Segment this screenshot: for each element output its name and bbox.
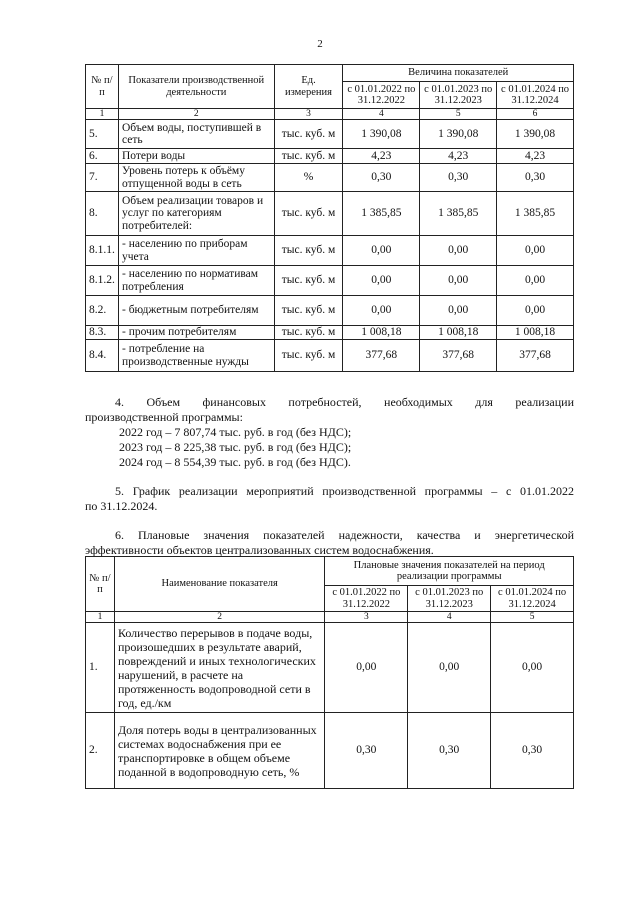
section5-line1: 5. График реализации мероприятий производственной программы – с 01.01.2022 xyxy=(115,484,574,498)
row-value-2023: 1 390,08 xyxy=(420,120,497,149)
row-value-2024: 0,00 xyxy=(497,266,574,296)
header-value-group: Плановые значения показателей на период реализации программы xyxy=(325,557,574,586)
row-name: - населению по приборам учета xyxy=(118,236,274,266)
row-value-2022: 4,23 xyxy=(343,149,420,164)
row-value-2022: 0,00 xyxy=(343,296,420,326)
index-cell: 4 xyxy=(408,612,491,623)
row-unit: тыс. куб. м xyxy=(274,340,343,372)
table-row xyxy=(86,164,574,192)
index-cell: 3 xyxy=(325,612,408,623)
table-row xyxy=(86,326,574,340)
row-name: - населению по нормативам потребления xyxy=(118,266,274,296)
row-value-2023: 1 008,18 xyxy=(420,326,497,340)
header-period-2024: с 01.01.2024 по 31.12.2024 xyxy=(497,82,574,109)
row-num: 5. xyxy=(86,120,119,149)
reliability-indicators-table xyxy=(85,556,574,789)
row-value-2023: 4,23 xyxy=(420,149,497,164)
header-period-2022: с 01.01.2022 по 31.12.2022 xyxy=(325,586,408,612)
header-period-2022: с 01.01.2022 по 31.12.2022 xyxy=(343,82,420,109)
table-row xyxy=(86,266,574,296)
row-unit: тыс. куб. м xyxy=(274,326,343,340)
page-number: 2 xyxy=(317,38,323,50)
row-value-2023: 0,30 xyxy=(408,713,491,789)
header-period-2023: с 01.01.2023 по 31.12.2023 xyxy=(420,82,497,109)
row-value-2022: 0,00 xyxy=(343,266,420,296)
table-row xyxy=(86,120,574,149)
row-name: Объем реализации товаров и услуг по категориям потребителей: xyxy=(118,192,274,236)
row-name: - потребление на производственные нужды xyxy=(118,340,274,372)
row-value-2024: 0,30 xyxy=(497,164,574,192)
table-row xyxy=(86,192,574,236)
row-value-2024: 377,68 xyxy=(497,340,574,372)
section4-intro-line1: 4. Объем финансовых потребностей, необходимых для реализации xyxy=(115,395,574,409)
row-num: 8. xyxy=(86,192,119,236)
row-value-2024: 4,23 xyxy=(497,149,574,164)
row-unit: тыс. куб. м xyxy=(274,296,343,326)
row-value-2022: 0,30 xyxy=(343,164,420,192)
row-name: Доля потерь воды в централизованных системах водоснабжения при ее транспортировке в общем объеме поданной в водопроводную сеть, % xyxy=(114,713,324,789)
row-value-2024: 0,00 xyxy=(497,296,574,326)
index-cell: 4 xyxy=(343,109,420,120)
row-value-2022: 377,68 xyxy=(343,340,420,372)
section4-item-2022: 2022 год – 7 807,74 тыс. руб. в год (без НДС); xyxy=(119,425,352,439)
row-value-2022: 0,30 xyxy=(325,713,408,789)
production-indicators-table xyxy=(85,64,574,372)
index-cell: 2 xyxy=(118,109,274,120)
header-period-2024: с 01.01.2024 по 31.12.2024 xyxy=(491,586,574,612)
row-value-2022: 1 385,85 xyxy=(343,192,420,236)
row-value-2024: 0,00 xyxy=(491,623,574,713)
table-row xyxy=(86,149,574,164)
row-name: Потери воды xyxy=(118,149,274,164)
index-cell: 3 xyxy=(274,109,343,120)
row-value-2022: 1 008,18 xyxy=(343,326,420,340)
header-value-group: Величина показателей xyxy=(343,65,574,82)
row-unit: тыс. куб. м xyxy=(274,192,343,236)
header-unit: Ед. измерения xyxy=(274,65,343,109)
index-cell: 2 xyxy=(114,612,324,623)
row-num: 2. xyxy=(86,713,115,789)
header-name: Наименование показателя xyxy=(114,557,324,612)
row-num: 1. xyxy=(86,623,115,713)
section6-line1: 6. Плановые значения показателей надежности, качества и энергетической xyxy=(115,528,574,542)
row-value-2023: 0,30 xyxy=(420,164,497,192)
section5-line2: по 31.12.2024. xyxy=(85,499,158,513)
section4-item-2023: 2023 год – 8 225,38 тыс. руб. в год (без НДС); xyxy=(119,440,352,454)
row-value-2023: 0,00 xyxy=(420,236,497,266)
row-value-2022: 1 390,08 xyxy=(343,120,420,149)
row-unit: тыс. куб. м xyxy=(274,266,343,296)
row-value-2023: 0,00 xyxy=(408,623,491,713)
index-cell: 1 xyxy=(86,109,119,120)
table-row xyxy=(86,296,574,326)
row-name: Количество перерывов в подаче воды, произошедших в результате аварий, повреждений и иных технологических нарушений, в расчете на протяженность водопроводной сети в год, ед./км xyxy=(114,623,324,713)
section4-intro-line2: производственной программы: xyxy=(85,410,243,424)
index-cell: 5 xyxy=(420,109,497,120)
header-indicators: Показатели производственной деятельности xyxy=(118,65,274,109)
row-name: Уровень потерь к объёму отпущенной воды в сеть xyxy=(118,164,274,192)
header-num: № п/п xyxy=(86,65,119,109)
index-cell: 6 xyxy=(497,109,574,120)
row-value-2024: 0,30 xyxy=(491,713,574,789)
row-name: - прочим потребителям xyxy=(118,326,274,340)
table-row xyxy=(86,713,574,789)
row-unit: % xyxy=(274,164,343,192)
row-unit: тыс. куб. м xyxy=(274,120,343,149)
row-num: 8.2. xyxy=(86,296,119,326)
section4-item-2024: 2024 год – 8 554,39 тыс. руб. в год (без НДС). xyxy=(119,455,351,469)
row-value-2023: 0,00 xyxy=(420,266,497,296)
table-row xyxy=(86,340,574,372)
row-value-2022: 0,00 xyxy=(325,623,408,713)
row-name: - бюджетным потребителям xyxy=(118,296,274,326)
row-num: 6. xyxy=(86,149,119,164)
table-row xyxy=(86,623,574,713)
row-value-2024: 0,00 xyxy=(497,236,574,266)
table-row xyxy=(86,236,574,266)
row-value-2024: 1 008,18 xyxy=(497,326,574,340)
row-value-2024: 1 385,85 xyxy=(497,192,574,236)
row-value-2023: 377,68 xyxy=(420,340,497,372)
row-value-2023: 1 385,85 xyxy=(420,192,497,236)
row-unit: тыс. куб. м xyxy=(274,149,343,164)
section6-line2: эффективности объектов централизованных систем водоснабжения. xyxy=(85,543,434,557)
row-num: 7. xyxy=(86,164,119,192)
index-cell: 1 xyxy=(86,612,115,623)
row-num: 8.1.2. xyxy=(86,266,119,296)
row-name: Объем воды, поступившей в сеть xyxy=(118,120,274,149)
row-num: 8.3. xyxy=(86,326,119,340)
row-value-2024: 1 390,08 xyxy=(497,120,574,149)
row-value-2023: 0,00 xyxy=(420,296,497,326)
header-num: № п/п xyxy=(86,557,115,612)
row-unit: тыс. куб. м xyxy=(274,236,343,266)
row-num: 8.1.1. xyxy=(86,236,119,266)
row-value-2022: 0,00 xyxy=(343,236,420,266)
header-period-2023: с 01.01.2023 по 31.12.2023 xyxy=(408,586,491,612)
row-num: 8.4. xyxy=(86,340,119,372)
index-cell: 5 xyxy=(491,612,574,623)
